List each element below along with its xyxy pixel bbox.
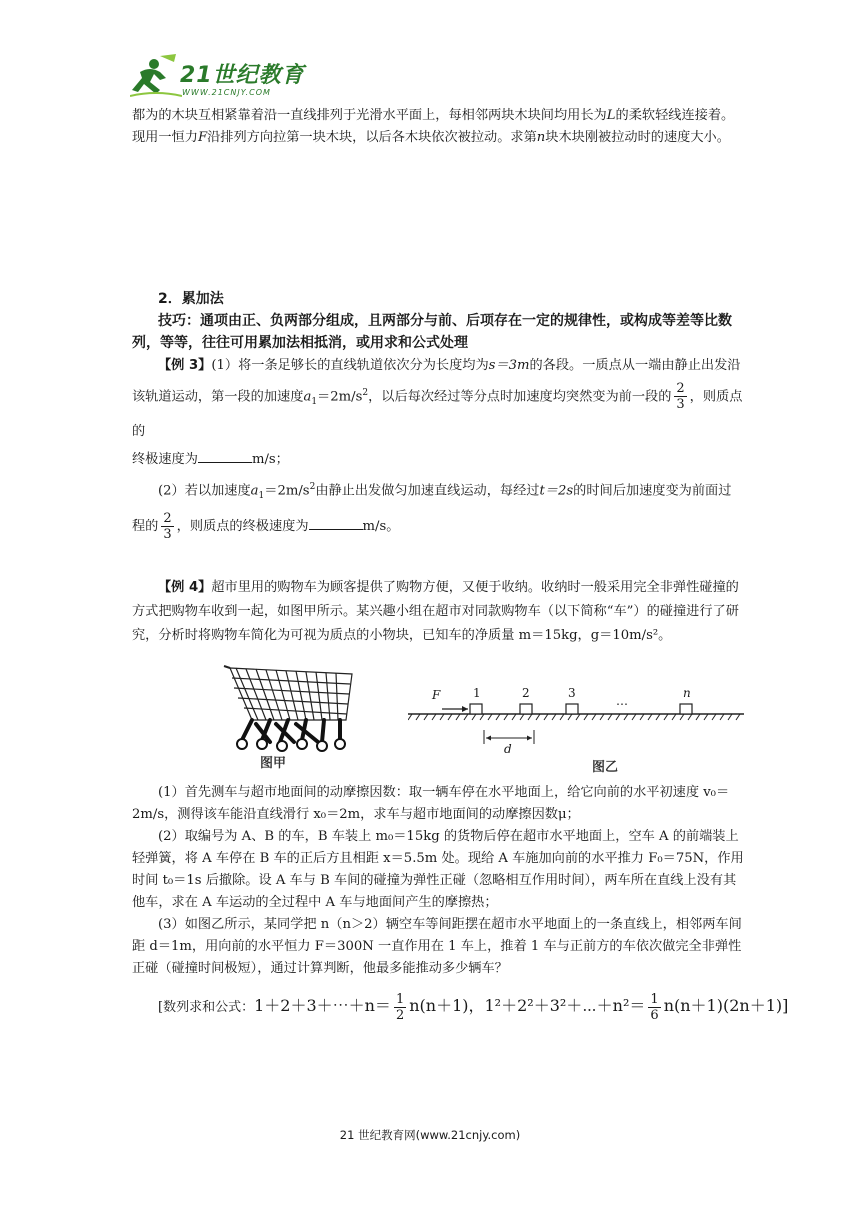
ex3-p1a: (1）将一条足够长的直线轨道依次分为长度均为: [211, 358, 489, 373]
f-den-1: 2: [395, 1007, 405, 1023]
ellipsis-label: …: [616, 694, 628, 708]
f-den-2: 6: [650, 1007, 659, 1023]
example4-intro: [132, 576, 748, 648]
runner-logo-icon: [130, 52, 182, 100]
logo-text: 21世纪教育: [180, 63, 305, 88]
ex3-a1-sup: 2: [362, 388, 369, 398]
frac-num-b: 2: [163, 511, 172, 527]
cart-label-1: 1: [473, 686, 481, 700]
force-label: F: [432, 688, 441, 702]
ex3-a1: a: [303, 389, 312, 405]
cart-label-2: 2: [522, 686, 530, 700]
figure-b-caption: 图乙: [592, 760, 619, 775]
intro-paragraph: [132, 105, 748, 149]
shopping-cart-illustration: [222, 662, 362, 752]
ex3-s: s＝3m: [488, 358, 530, 373]
frac-den-b: 3: [163, 527, 172, 543]
question-2: (2）取编号为 A、B 的车，B 车装上 m₀＝15kg 的货物后停在超市水平地面上，空车 A 的前端装上轻弹簧，将 A 车停在 B 车的正后方且相距 x＝5.5m 处。现给 A 车施加向前的水平推力 F₀＝75N，作用时间 t₀＝1s 后撤除。设 A 车与 B 车间的碰撞为弹性正碰（忽略相互作用时间），两车所在直线上没有其他车，求在 A 车运动的全过程中 A 车与地面间产生的摩擦热；: [132, 829, 744, 910]
figure-b: [408, 682, 748, 776]
figure-a: [222, 662, 362, 774]
question-3: (3）如图乙所示，某同学把 n（n＞2）辆空车等间距摆在超市水平地面上的一条直线上，相邻两车间距 d＝1m，用向前的水平恒力 F＝300N 一直作用在 1 车上，推着 1 车与正前方的车依次做完全非弹性正碰（碰撞时间极短），通过计算判断，他最多能推动多少辆车？: [132, 917, 742, 976]
ex3-p2e: ，则质点的终极速度为: [176, 519, 309, 535]
var-L: L: [606, 108, 616, 123]
ex3-a1-sup-b: 2: [309, 482, 316, 493]
ex3-p2-unit: m/s。: [362, 519, 400, 535]
ex3-a1-sub: 1: [311, 397, 318, 408]
formula2-right: n(n＋1)(2n＋1)]: [663, 996, 789, 1015]
ex3-a1-b: a: [250, 483, 259, 499]
cart-label-n: n: [683, 686, 691, 700]
ex3-t: t＝2s: [539, 483, 574, 499]
ex3-a1-val-b: ＝2m/s: [264, 483, 310, 499]
section-tip: 技巧：通项由正、负两部分组成，且两部分与前、后项存在一定的规律性，或构成等差等比数列，等等，往往可用累加法相抵消，或用求和公式处理: [132, 313, 732, 351]
ex3-p2a: (2）若以加速度: [158, 483, 251, 499]
ex3-p2c: 的时间后加速度变为前面过: [573, 483, 732, 499]
fraction-2-3: [674, 381, 686, 412]
question-1: (1）首先测车与超市地面间的动摩擦因数：取一辆车停在水平地面上，给它向前的水平初速度 v₀＝2m/s，测得该车能沿直线滑行 x₀＝2m，求车与超市地面间的动摩擦因数μ；: [132, 785, 730, 822]
intro-line2c: 块木块刚被拉动时的速度大小。: [545, 130, 730, 145]
formula1-left: 1＋2＋3＋⋯＋n＝: [254, 996, 391, 1015]
example3-label: 【例 3】: [158, 358, 212, 373]
ex3-p1-unit: m/s；: [251, 452, 289, 468]
figure-a-caption: 图甲: [260, 756, 287, 771]
blocks-diagram: [408, 682, 748, 754]
fraction-1-6: [648, 992, 660, 1023]
intro-line1: 都为的木块互相紧靠着沿一直线排列于光滑水平面上，每相邻两块木块间均用长为: [132, 108, 607, 123]
intro-line2a: 现用一恒力: [132, 130, 198, 145]
example4-label: 【例 4】: [158, 580, 212, 595]
logo: [130, 52, 310, 102]
formula2-left: 1²＋2²＋3²＋⋯＋n²＝: [484, 996, 646, 1015]
cart-label-3: 3: [568, 686, 576, 700]
ex3-a1-val: ＝2m/s: [317, 389, 363, 405]
ex3-p1d: ，以后每次经过等分点时加速度均突然变为前一段的: [368, 389, 672, 405]
ex3-a1-sub-b: 1: [258, 491, 265, 502]
ex4-p1: 超市里用的购物车为顾客提供了购物方便，又便于收纳。收纳时一般采用完全非弹性碰撞的方式把购物车收到一起，如图甲所示。某兴趣小组在超市对同款购物车（以下简称“车”）的碰撞进行了研究，分析时将购物车简化为可视为质点的小物块，已知车的净质量 m＝15kg，g＝10m/s²。: [132, 580, 739, 643]
example3: [132, 354, 748, 544]
fraction-2-3-b: [161, 511, 173, 542]
formula-prefix: [数列求和公式：: [158, 1000, 255, 1015]
answer-blank-2[interactable]: [309, 517, 363, 530]
fraction-1-2: [394, 992, 406, 1023]
ex3-p2b: 由静止出发做匀加速直线运动，每经过: [315, 483, 540, 499]
frac-den: 3: [676, 397, 685, 413]
var-n: n: [536, 130, 546, 145]
ex3-p1e: ，则质点的: [132, 389, 743, 440]
ex3-p1b: 的各段。一质点从一端由静止出发沿: [529, 358, 741, 373]
sum-formula: [158, 986, 788, 1028]
f-num-1: 1: [395, 991, 405, 1007]
formula1-right: n(n＋1)，: [409, 996, 485, 1015]
page-footer: 21 世纪教育网(www.21cnjy.com): [339, 1128, 521, 1142]
answer-blank-1[interactable]: [198, 450, 252, 463]
intro-line2b: 沿排列方向拉第一块木块，以后各木块依次被拉动。求第: [207, 130, 537, 145]
distance-label: d: [504, 742, 512, 756]
var-F: F: [197, 130, 208, 145]
section-heading: 2．累加法: [158, 291, 224, 307]
logo-url: WWW.21CNJY.COM: [182, 88, 271, 97]
f-num-2: 1: [650, 991, 659, 1007]
ex3-p2d: 程的: [132, 519, 159, 535]
ex3-p1f: 终极速度为: [132, 452, 198, 468]
intro-line1b: 的柔软轻线连接着。: [615, 108, 735, 123]
ex3-p1c: 该轨道运动，第一段的加速度: [132, 389, 304, 405]
frac-num: 2: [676, 381, 685, 397]
